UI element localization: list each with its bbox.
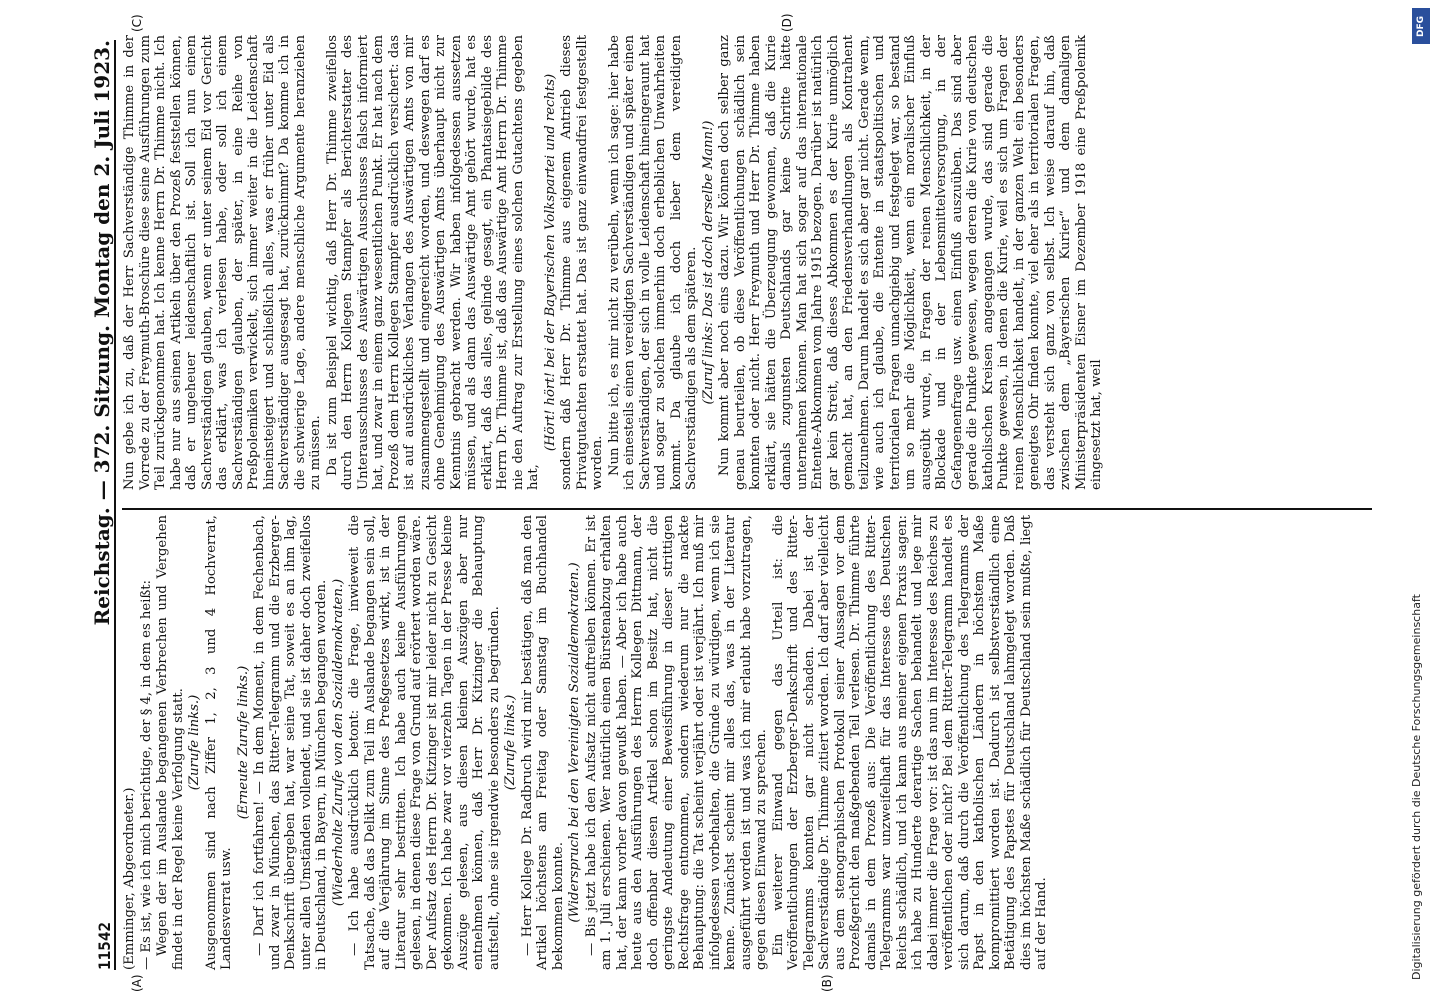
dfg-logo: DFG [1412,8,1430,44]
paragraph: Nun gebe ich zu, daß der Herr Sachverständige Thimme in der Vorrede zu der Freymuth-Broschüre diese seine Ausführungen zum Teil zurückgenommen hat. Ich kenne Herrn Dr. Thimme nicht. Ich habe nur aus seinen Artikeln über den Prozeß feststellen können, daß er ungeheuer leidenschaftlich ist. Soll ich nun einem Sachverständigen glauben, wenn er unter seinem Eid vor Gericht das erklärt, was ich verlesen habe, oder soll ich einem Sachverständigen glauben, der später, in eine Reihe von Preßpolemiken verwickelt, sich immer weiter in die Leidenschaft hineinsteigert und schließlich alles, was er früher unter Eid als Sachverständiger ausgesagt hat, zurücknimmt? Da komme ich in die schwierige Lage, andere menschliche Argumente heranziehen zu müssen. [122,35,323,490]
margin-mark-c: (C) [130,14,144,32]
interjection: (Hört! hört! bei der Bayerischen Volkspartei und rechts) [542,73,558,452]
paragraph: — Es ist, wie ich mich berichtige, der § 4, in dem es heißt: [138,580,154,970]
paragraph: — Ich habe ausdrücklich betont: die Frage, inwieweit die Tatsache, daß das Delikt zum Teil im Auslande begangen sein soll, auf die Verjährung im Sinne des Preßgesetzes wirkt, ist in der Literatur sehr bestritten. Ich habe auch keine Ausführungen gelesen, in denen diese Frage von Grund auf erörtert worden wäre. Der Aufsatz des Herrn Dr. Kitzinger ist mir leider nicht zu Gesicht gekommen. Ich habe zwar vor vierzehn Tagen in der Presse kleine Auszüge gelesen, aus diesen kleinen Auszügen aber nur entnehmen können, daß Herr Dr. Kitzinger die Behauptung aufstellt, ohne sie irgendwie besonders zu begründen. [347,515,502,970]
paragraph: Wegen der im Auslande begangenen Verbrechen und Vergehen findet in der Regel keine Verfolgung statt. [155,515,186,970]
margin-mark-d: (D) [780,13,794,32]
interjection: (Zurufe links.) [503,694,518,791]
paragraph: (Emminger, Abgeordneter.) [122,787,137,970]
funding-note: Digitalisierung gefördert durch die Deutsche Forschungsgemeinschaft [1410,594,1423,980]
paragraph: Ein weiterer Einwand gegen das Urteil ist: die Veröffentlichungen der Erzberger-Denkschrift und des Ritter-Telegramms konnten gar nicht schaden. Dabei ist der Sachverständige Dr. Thimme zitiert worden. Ich darf aber vielleicht aus dem stenographischen Protokoll seiner Aussagen vor dem Prozeßgericht den maßgebenden Teil verlesen. Dr. Thimme führte damals in dem Prozeß aus: Die Veröffentlichung des Ritter-Telegramms war unzweifelhaft für das Interesse des Deutschen Reichs schädlich, und ich kann aus meiner eigenen Praxis sagen: ich habe zu Hunderte derartige Sachen behandelt und lege mir dabei immer die Frage vor: ist das nun im Interesse des Reiches zu veröffentlichen oder nicht? Bei dem Ritter-Telegramm handelt es sich darum, daß durch die Veröffentlichung des Telegramms der Papst in den katholischen Ländern in höchstem Maße kompromittiert worden ist. Dadurch ist selbstverständlich eine Betätigung des Papstes für Deutschland lahmgelegt worden. Daß dies im höchsten Maße schädlich für Deutschland sein mußte, liegt auf der Hand. [770,515,1049,970]
interjection: (Zuruf links: Das ist doch derselbe Mann!) [700,120,716,405]
paragraph: Nun bitte ich, es mir nicht zu verübeln, wenn ich sage: hier habe ich einesteils einen vereidigten Sachverständigen und später einen Sachverständigen, der sich in volle Leidenschaft hineingeraunt hat und sogar zu solchen immerhin doch erheblichen Unwahrheiten kommt. Da glaube ich doch lieber dem vereidigten Sachverständigen als dem späteren. [606,35,699,490]
paragraph: — Herr Kollege Dr. Radbruch wird mir bestätigen, daß man den Artikel höchstens am Freitag oder Samstag im Buchhandel bekommen konnte. [519,515,566,970]
page-number: 11542 [95,921,114,970]
interjection: (Wiederholte Zurufe von den Sozialdemokraten.) [330,578,346,907]
paragraph: Nun kommt aber noch eins dazu. Wir können doch selber ganz genau beurteilen, ob diese Veröffentlichungen schädlich sein konnten oder nicht. Herr Freymuth und Herr Dr. Thimme haben erklärt, sie hätten die Überzeugung gewonnen, daß die Kurie damals zugunsten Deutschlands gar keine Schritte hätte unternehmen können. Man hat sich sogar auf das internationale Entente-Abkommen vom Jahre 1915 bezogen. Darüber ist natürlich gar kein Streit, daß dieses Abkommen es der Kurie unmöglich gemacht hat, an den Friedensverhandlungen als Kontrahent teilzunehmen. Darum handelt es sich aber gar nicht. Gerade wenn, wie auch ich glaube, die Entente in staatspolitischen und territorialen Fragen unnachgiebig und festgelegt war, so bestand um so mehr die Möglichkeit, wenn ein moralischer Einfluß ausgeübt wurde, in Fragen der reinen Menschlichkeit, in der Blockade und in der Lebensmittelversorgung, in der Gefangenenfrage usw. einen Einfluß auszuüben. Das sind aber gerade die Punkte gewesen, wegen deren die Kurie von deutschen katholischen Kreisen angegangen wurde, das sind gerade die Punkte gewesen, in denen die Kurie, weil es sich um Fragen der reinen Menschlichkeit handelt, in der ganzen Welt ein besonders geneigtes Ohr finden konnte, viel eher als in territorialen Fragen, das versteht sich ganz von selbst. Ich weise darauf hin, daß zwischen dem „Bayerischen Kurier“ und dem damaligen Ministerpräsidenten Eisner im Dezember 1918 eine Preßpolemik eingesetzt hat, weil [717,35,1104,490]
right-text-column [122,35,1106,490]
left-text-column [122,515,1051,970]
document-page [60,0,1410,1000]
interjection: (Zurufe links.) [187,694,202,791]
margin-mark-a: (A) [130,974,144,992]
margin-mark-b: (B) [820,974,834,992]
column-divider [122,508,1372,510]
paragraph: — Darf ich fortfahren! — In dem Moment, in dem Fechenbach, und zwar in München, das Ritter-Telegramm und die Erzberger-Denkschrift übergeben hat, war seine Tat, soweit es an ihm lag, unter allen Umständen vollendet, und sie ist daher doch zweifellos in Deutschland, in Bayern, in München begangen worden. [252,515,329,970]
page-header [80,40,116,970]
page-title: Reichstag. — 372. Sitzung. Montag den 2. Juli 1923. [90,40,114,626]
interjection: (Erneute Zurufe links.) [235,665,251,820]
paragraph: Ausgenommen sind nach Ziffer 1, 2, 3 und 4 Hochverrat, Landesverrat usw. [203,515,234,970]
interjection: (Widerspruch bei den Vereinigten Sozialdemokraten.) [567,562,582,923]
paragraph: — Bis jetzt habe ich den Aufsatz nicht auftreiben können. Er ist am 1. Juli erschienen. Wer natürlich einen Bürstenabzug erhalten hat, der kann vorher davon gewußt haben. — Aber ich habe auch heute aus den Ausführungen des Herrn Kollegen Dittmann, der doch offenbar diesen Artikel schon im Besitz hat, nicht die geringste Andeutung einer Beweisführung in dieser strittigen Rechtsfrage entnommen, sondern wiederum nur die nackte Behauptung: die Tat scheint verjährt oder ist verjährt. Ich muß mir infolgedessen vorbehalten, die Gründe zu würdigen, wenn ich sie kenne. Zunächst scheint mir alles das, was in der Literatur ausgeführt worden ist und was ich mir erlaubt habe vorzutragen, gegen diesen Einwand zu sprechen. [583,515,769,970]
paragraph: sondern daß Herr Dr. Thimme aus eigenem Antrieb dieses Privatgutachten erstattet hat. Das ist ganz einwandfrei festgestellt worden. [559,35,605,490]
paragraph: Da ist zum Beispiel wichtig, daß Herr Dr. Thimme zweifellos durch den Herrn Kollegen Stampfer als Berichterstatter des Unterausschusses des Auswärtigen Ausschusses falsch informiert hat, und zwar in einem ganz wesentlichen Punkt. Er hat nach dem Prozeß dem Herrn Kollegen Stampfer ausdrücklich versichert: das ist auf ausdrückliches Verlangen des Auswärtigen Amts von mir zusammengestellt und eingereicht worden, und deswegen darf es ohne Genehmigung des Auswärtigen Amts überhaupt nicht zur Kenntnis gebracht werden. Wir haben infolgedessen aussetzen müssen, und als dann das Auswärtige Amt gehört wurde, hat es erklärt, daß das alles, gelinde gesagt, ein Phantasiegebilde des Herrn Dr. Thimme ist, daß das Auswärtige Amt Herrn Dr. Thimme nie den Auftrag zur Erstellung eines solchen Gutachtens gegeben hat, [324,35,541,490]
